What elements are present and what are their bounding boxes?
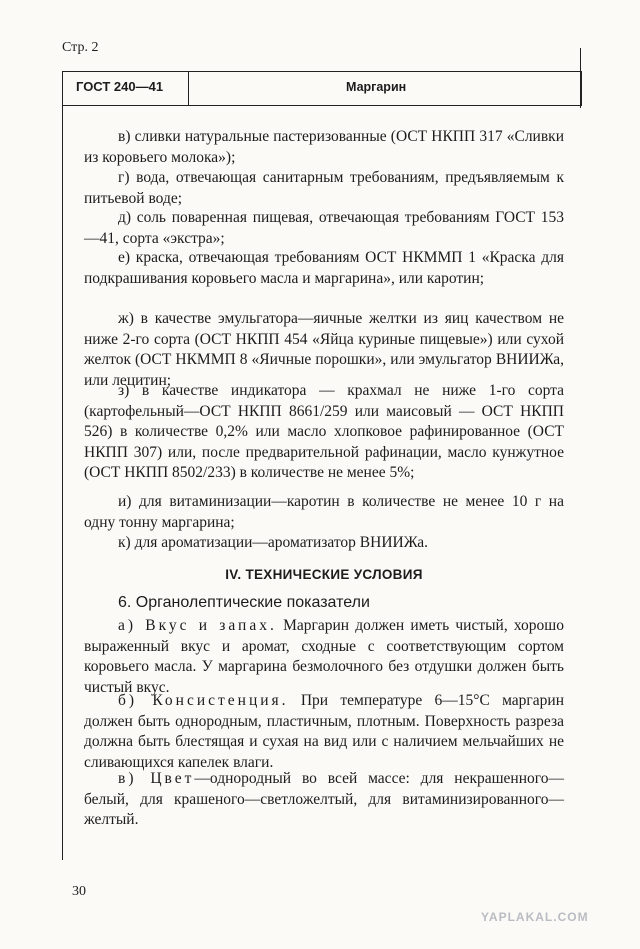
paragraph-d: д) соль поваренная пищевая, отвечающая требованиям ГОСТ 153—41, сорта «экстра»; — [84, 209, 564, 247]
subsection-title: 6. Органолептические показатели — [118, 594, 370, 611]
paragraph-e: е) краска, отвечающая требованиям ОСТ НКММП 1 «Краска для подкрашивания коровьего масла и маргарина», или каротин; — [84, 249, 564, 287]
property-color-label: в) Цвет — [118, 770, 195, 787]
property-color — [84, 769, 564, 831]
standard-number: ГОСТ 240—41 — [76, 79, 164, 94]
paragraph-zh: ж) в качестве эмульгатора—яичные желтки из яиц качеством не ниже 2-го сорта (ОСТ НКПП 454 «Яйца куриные пищевые») или сухой желток (ОСТ НКММП 8 «Яичные порошки», или эмульгатор ВНИИЖа, или лецитин; — [84, 310, 564, 389]
left-margin-rule — [62, 106, 63, 860]
header-divider — [188, 71, 189, 106]
paragraph-z: з) в качестве индикатора — крахмал не ниже 1-го сорта (картофельный—ОСТ НКПП 8661/259 или маисовый — ОСТ НКПП 526) в количестве 0,2% или масло хлопковое рафинированное (ОСТ НКПП 307) или, после предварительной рафинации, масло кунжутное (ОСТ НКПП 8502/233) в количестве не менее 5%; — [84, 382, 564, 482]
paragraph-i: и) для витаминизации—каротин в количестве не менее 10 г на одну тонну маргарина; — [84, 493, 564, 531]
property-consistency — [84, 691, 564, 773]
property-taste-label: а) Вкус и запах. — [118, 617, 277, 634]
section-title: IV. ТЕХНИЧЕСКИЕ УСЛОВИЯ — [225, 567, 423, 582]
property-consistency-label: б) Консистенция. — [118, 692, 289, 709]
page-label: Стр. 2 — [62, 40, 99, 55]
property-taste — [84, 616, 564, 698]
document-title: Маргарин — [346, 80, 407, 94]
paragraph-g: г) вода, отвечающая санитарным требованиям, предъявляемым к питьевой воде; — [84, 169, 564, 207]
watermark: YAPLAKAL.COM — [481, 910, 589, 924]
property-taste-text: Маргарин должен иметь чистый, хорошо выраженный вкус и аромат, сходные с соответствующим сортом коровьего масла. У маргарина безмолочного без отдушки должен быть чистый вкус. — [84, 617, 564, 696]
property-consistency-text: При температуре 6—15°С маргарин должен быть однородным, пластичным, плотным. Поверхность разреза должна быть блестящая и сухая на вид или с наличием мельчайших не сливающихся капелек влаги. — [84, 692, 564, 771]
paragraph-v: в) сливки натуральные пастеризованные (ОСТ НКПП 317 «Сливки из коровьего молока»); — [84, 128, 564, 166]
page-number: 30 — [72, 884, 86, 899]
paragraph-k: к) для ароматизации—ароматизатор ВНИИЖа. — [118, 534, 428, 551]
property-color-text: —однородный во всей массе: для некрашенного—белый, для крашеного—светложелтый, для витаминизированного—желтый. — [84, 770, 564, 829]
